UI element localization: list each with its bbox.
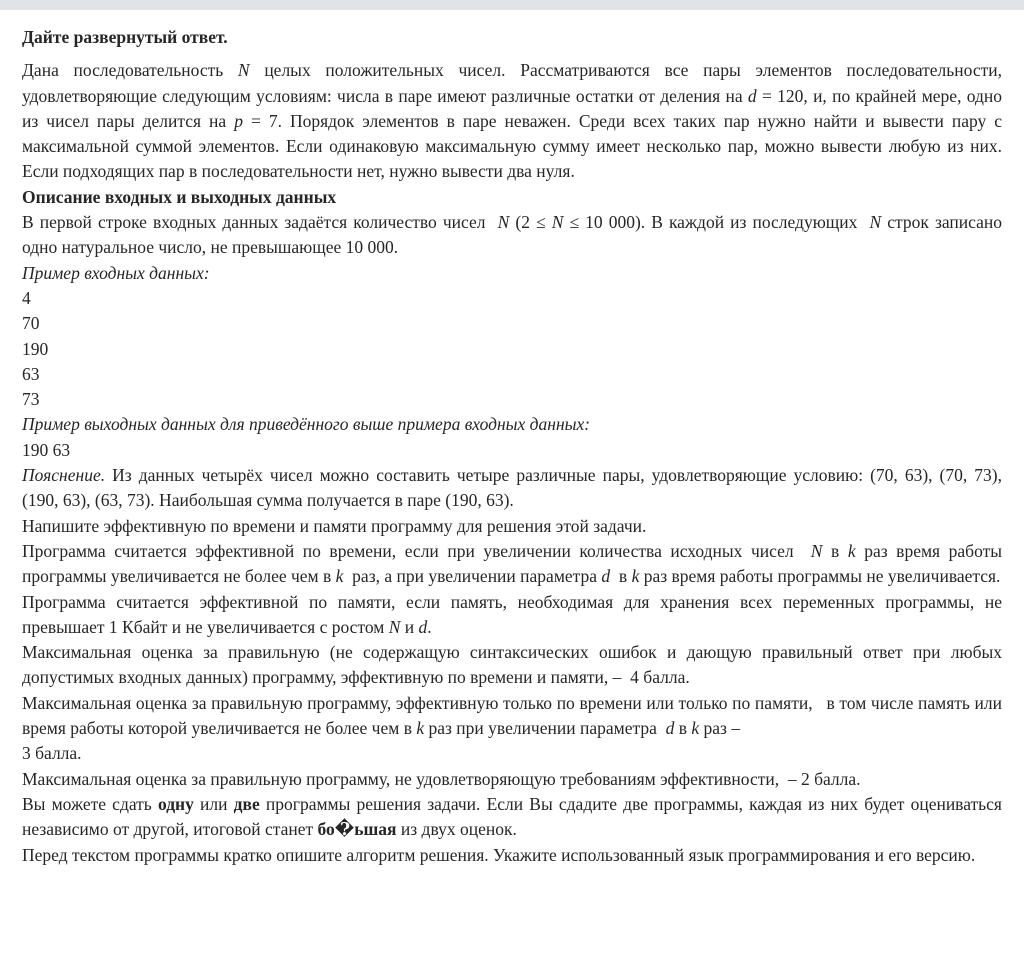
document-body [22,58,1002,868]
submission-note: Вы можете сдать одну или две программы решения задачи. Если Вы сдадите две программы, каждая из них будет оцениваться независимо от другой, итоговой станет бо�ьшая из двух оценок. [22,793,1002,840]
algorithm-note: Перед текстом программы кратко опишите алгоритм решения. Укажите использованный язык программирования и его версию. [22,844,976,865]
document-content [0,10,1024,868]
input-line: 63 [22,363,40,384]
input-example-label: Пример входных данных: [22,262,210,283]
io-description-heading: Описание входных и выходных данных [22,186,337,207]
explanation: Пояснение. Из данных четырёх чисел можно составить четыре различные пары, удовлетворяющие условию: (70, 63), (70, 73), (190, 63), (63, 73). Наибольшая сумма получается в паре (190, 63). [22,465,1002,511]
input-line: 70 [22,313,40,334]
task-statement: Напишите эффективную по времени и памяти программу для решения этой задачи. [22,515,647,536]
output-line: 190 63 [22,439,71,460]
problem-statement: Дана последовательность N целых положительных чисел. Рассматриваются все пары элементов последовательности, удовлетворяющие следующим условиям: числа в паре имеют различные остатки от деления на d = 120, и, по крайней мере, одно из чисел пары делится на p = 7. Порядок элементов в паре неважен. Среди всех таких пар нужно найти и вывести пару с максимальной суммой элементов. Если одинаковую максимальную сумму имеет несколько пар, можно вывести любую из них. Если подходящих пар в последовательности нет, нужно вывести два нуля. [22,60,1003,182]
max-score-2: Максимальная оценка за правильную программу, не удовлетворяющую требованиям эффективности, – 2 балла. [22,768,861,789]
max-score-3: Максимальная оценка за правильную программу, эффективную только по времени или только по памяти, в том числе память или время работы которой увеличивается не более чем в k раз при увеличении параметра d в k раз – [22,692,1002,739]
memory-efficiency: Программа считается эффективной по памяти, если память, необходимая для хранения всех переменных программы, не превышает 1 Кбайт и не увеличивается с ростом N и d. [22,591,1002,637]
input-line: 73 [22,389,40,410]
page-title: Дайте развернутый ответ. [22,27,228,47]
io-description: В первой строке входных данных задаётся количество чисел N (2 ≤ N ≤ 10 000). В каждой из последующих N строк записано одно натуральное число, не превышающее 10 000. [22,212,1002,258]
output-example-label: Пример выходных данных для приведённого выше примера входных данных: [22,414,591,435]
time-efficiency: Программа считается эффективной по времени, если при увеличении количества исходных чисел N в k раз время работы программы увеличивается не более чем в k раз, а при увеличении параметра d в k раз время работы программы не увеличивается. [22,540,1002,587]
score-3-line: 3 балла. [22,743,82,764]
input-line: 190 [22,338,49,359]
page-top-bar [0,0,1024,10]
input-line: 4 [22,287,31,308]
max-score-4: Максимальная оценка за правильную (не содержащую синтаксических ошибок и дающую правильный ответ при любых допустимых входных данных) программу, эффективную по времени и памяти, – 4 балла. [22,642,1002,688]
